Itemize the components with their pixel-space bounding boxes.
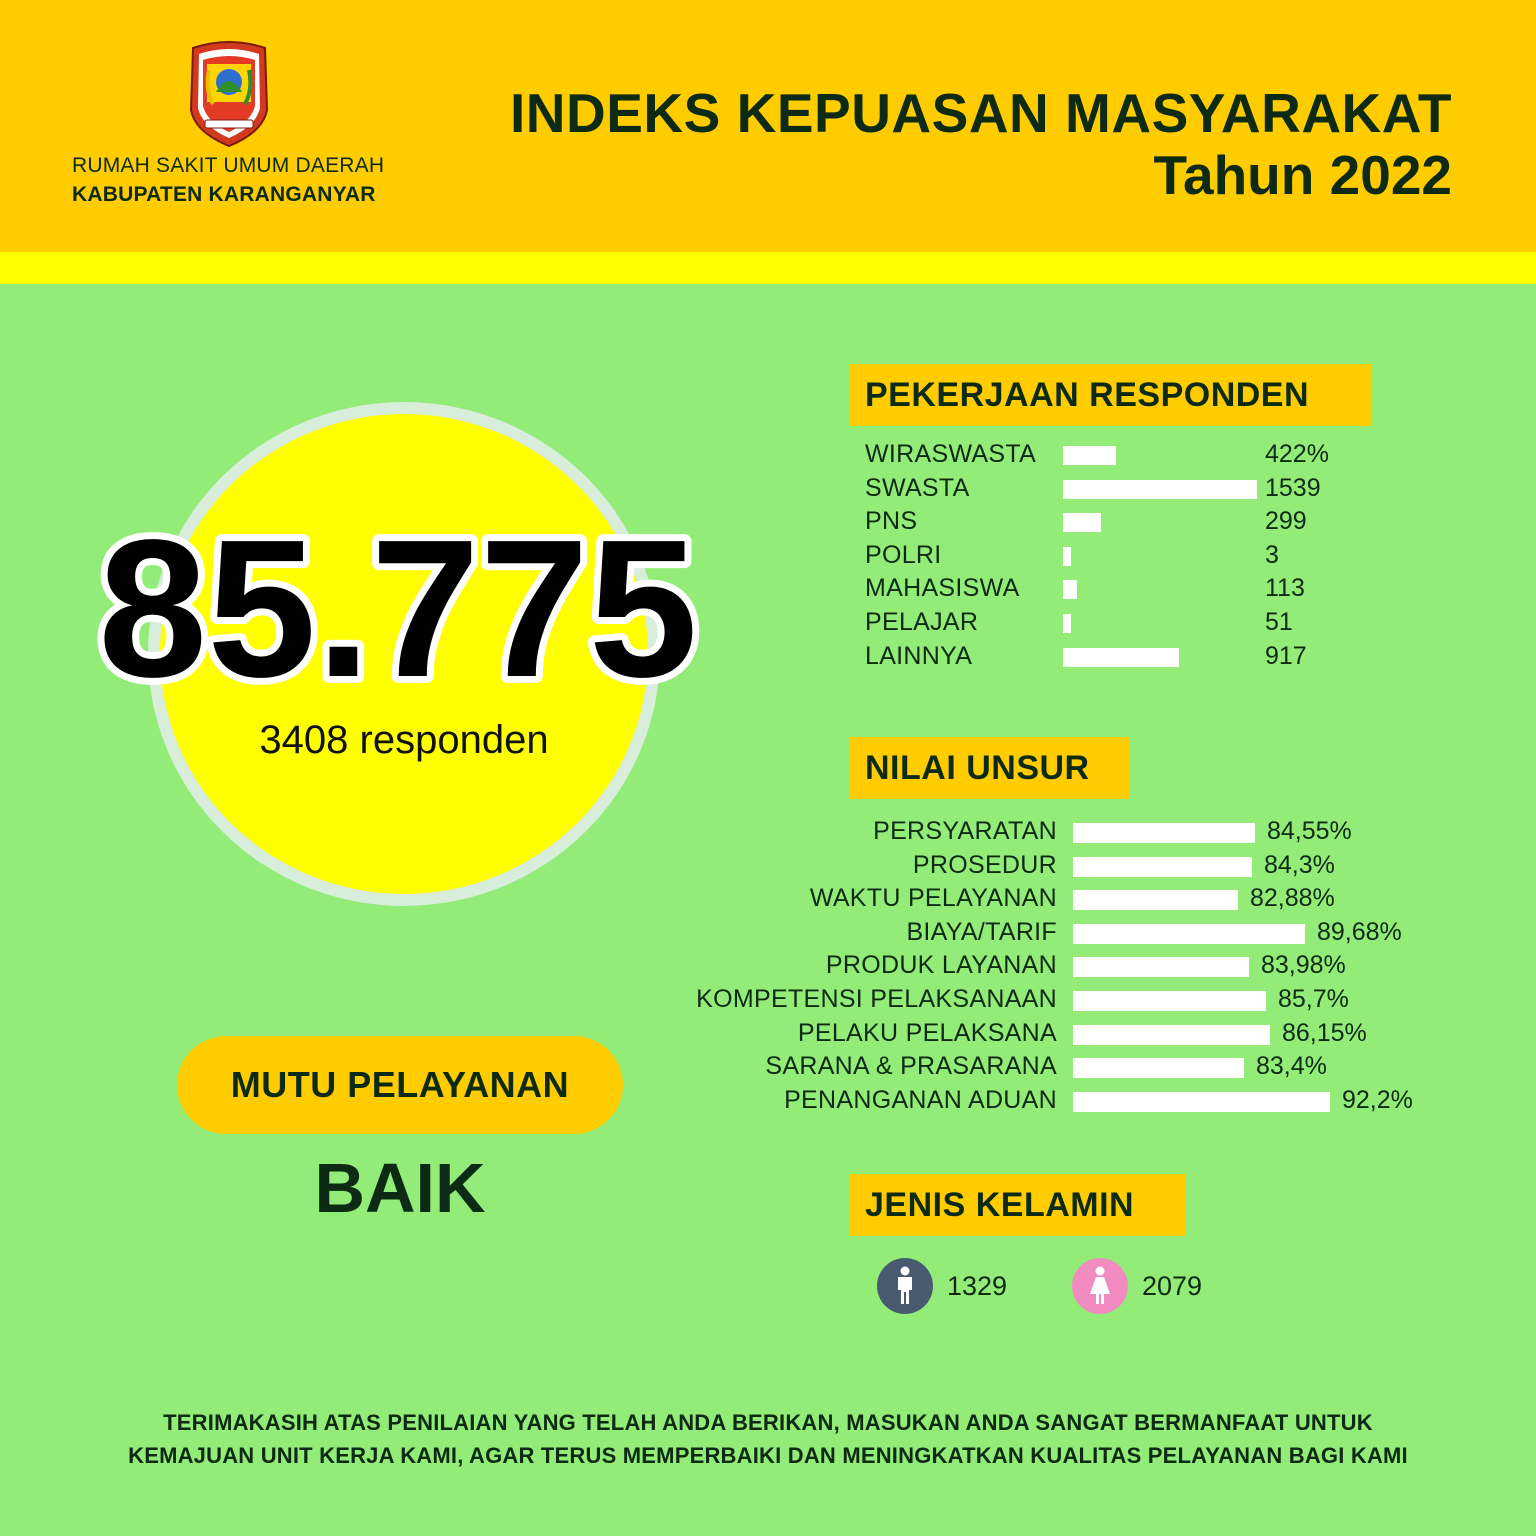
nilai-unsur-bar — [1073, 924, 1305, 944]
footer-message — [0, 1406, 1536, 1472]
pekerjaan-value: 917 — [1265, 641, 1307, 670]
pekerjaan-row — [865, 507, 1425, 537]
gender-male — [877, 1258, 1007, 1314]
nilai-unsur-value: 85,7% — [1278, 985, 1349, 1013]
nilai-unsur-label: PRODUK LAYANAN — [825, 951, 1057, 980]
female-person-icon — [1072, 1258, 1128, 1314]
page-title — [510, 82, 1452, 206]
header-stripe — [0, 252, 1536, 284]
score-display — [0, 518, 800, 713]
nilai-unsur-label: SARANA & PRASARANA — [765, 1052, 1057, 1081]
nilai-unsur-row — [600, 985, 1500, 1015]
nilai-unsur-bar — [1073, 991, 1266, 1011]
pekerjaan-value: 299 — [1265, 507, 1307, 536]
footer-line-2: KEMAJUAN UNIT KERJA KAMI, AGAR TERUS MEMPERBAIKI DAN MENINGKATKAN KUALITAS PELAYANAN BAGI KAMI — [128, 1443, 1408, 1468]
nilai-unsur-value: 83,4% — [1256, 1052, 1327, 1081]
nilai-unsur-row — [600, 1086, 1500, 1116]
pekerjaan-label: POLRI — [865, 540, 942, 569]
nilai-unsur-value: 86,15% — [1282, 1018, 1367, 1047]
male-count: 1329 — [947, 1270, 1008, 1301]
nilai-unsur-label: BIAYA/TARIF — [906, 917, 1057, 946]
nilai-unsur-bar — [1073, 823, 1255, 843]
pekerjaan-label: WIRASWASTA — [865, 440, 1037, 468]
nilai-unsur-value: 82,88% — [1250, 884, 1335, 913]
male-person-icon — [877, 1258, 933, 1314]
nilai-unsur-row — [600, 817, 1500, 847]
nilai-unsur-label: PELAKU PELAKSANA — [797, 1018, 1057, 1047]
nilai-unsur-row — [600, 884, 1500, 914]
title-line-2: Tahun 2022 — [1153, 144, 1452, 206]
nilai-unsur-row — [600, 1052, 1500, 1082]
organization-name — [72, 154, 402, 207]
pekerjaan-label: PNS — [865, 507, 918, 536]
nilai-unsur-bar — [1073, 1092, 1330, 1112]
nilai-unsur-bar — [1073, 1058, 1244, 1078]
nilai-unsur-row — [600, 951, 1500, 981]
pekerjaan-label: SWASTA — [865, 473, 970, 502]
jenis-kelamin-section-title: JENIS KELAMIN — [849, 1174, 1185, 1236]
nilai-unsur-label: PENANGANAN ADUAN — [784, 1085, 1057, 1114]
nilai-unsur-label: KOMPETENSI PELAKSANAAN — [696, 985, 1057, 1013]
gender-female — [1072, 1258, 1202, 1314]
pekerjaan-bar — [1063, 547, 1071, 566]
nilai-unsur-value: 84,3% — [1264, 850, 1335, 879]
nilai-unsur-row — [600, 918, 1500, 948]
nilai-unsur-row — [600, 1019, 1500, 1049]
pekerjaan-bar — [1063, 513, 1101, 532]
female-count: 2079 — [1142, 1270, 1203, 1301]
nilai-unsur-bar — [1073, 957, 1249, 977]
nilai-unsur-bar — [1073, 1025, 1270, 1045]
nilai-unsur-value: 89,68% — [1317, 917, 1402, 946]
pekerjaan-value: 113 — [1265, 574, 1305, 603]
pekerjaan-label: MAHASISWA — [865, 574, 1020, 603]
mutu-pelayanan-badge: MUTU PELAYANAN — [177, 1036, 623, 1134]
pekerjaan-section-title: PEKERJAAN RESPONDEN — [849, 364, 1371, 426]
pekerjaan-row — [865, 541, 1425, 571]
org-line-2: KABUPATEN KARANGANYAR — [72, 183, 376, 206]
pekerjaan-row — [865, 574, 1425, 604]
nilai-unsur-label: PROSEDUR — [912, 850, 1057, 879]
pekerjaan-bar — [1063, 614, 1071, 633]
pekerjaan-value: 3 — [1265, 540, 1279, 569]
pekerjaan-value: 1539 — [1265, 473, 1321, 502]
mutu-pelayanan-value: BAIK — [314, 1149, 486, 1227]
nilai-unsur-value: 92,2% — [1342, 1085, 1413, 1114]
score-value: 85.775 — [98, 518, 698, 708]
title-line-1: INDEKS KEPUASAN MASYARAKAT — [510, 82, 1452, 144]
pekerjaan-bar — [1063, 580, 1077, 599]
pekerjaan-value: 422% — [1265, 440, 1329, 468]
org-line-1: RUMAH SAKIT UMUM DAERAH — [72, 154, 385, 177]
nilai-unsur-bar — [1073, 857, 1252, 877]
karanganyar-emblem-icon — [183, 40, 275, 148]
nilai-unsur-section-title: NILAI UNSUR — [849, 737, 1129, 799]
pekerjaan-bar — [1063, 648, 1179, 667]
pekerjaan-row — [865, 474, 1425, 504]
respondent-count: 3408 responden — [259, 718, 549, 762]
pekerjaan-row — [865, 642, 1425, 672]
footer-line-1: TERIMAKASIH ATAS PENILAIAN YANG TELAH ANDA BERIKAN, MASUKAN ANDA SANGAT BERMANFAAT UNTUK — [163, 1410, 1373, 1435]
pekerjaan-row — [865, 608, 1425, 638]
pekerjaan-value: 51 — [1265, 608, 1293, 636]
pekerjaan-bar — [1063, 480, 1257, 499]
pekerjaan-bar — [1063, 446, 1116, 465]
nilai-unsur-value: 83,98% — [1261, 951, 1346, 980]
pekerjaan-label: PELAJAR — [865, 608, 979, 636]
pekerjaan-row — [865, 440, 1425, 470]
nilai-unsur-value: 84,55% — [1267, 817, 1352, 845]
nilai-unsur-bar — [1073, 890, 1238, 910]
nilai-unsur-row — [600, 851, 1500, 881]
nilai-unsur-label: WAKTU PELAYANAN — [809, 884, 1057, 913]
nilai-unsur-label: PERSYARATAN — [873, 817, 1057, 845]
pekerjaan-label: LAINNYA — [865, 641, 973, 670]
